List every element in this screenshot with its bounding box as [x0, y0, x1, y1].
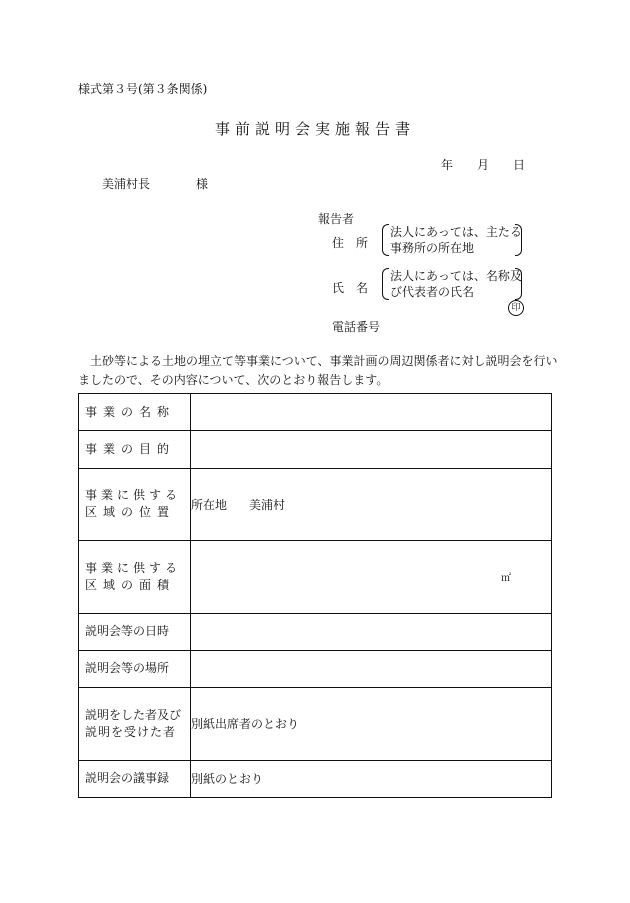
date-year-label: 年 — [441, 158, 454, 172]
row-label-minutes: 説明会の議事録 — [79, 760, 191, 797]
date-month-label: 月 — [477, 158, 490, 172]
address-note-line2: 事務所の所在地 — [390, 241, 475, 255]
location-prefix: 所在地 — [191, 497, 228, 512]
row-label-attendees: 説明をした者及び 説明を受けた者 — [79, 688, 191, 761]
row-value-attendees[interactable]: 別紙出席者のとおり — [191, 688, 552, 761]
address-note-line1: 法人にあっては、主たる — [390, 225, 522, 239]
row-label-meeting-datetime: 説明会等の日時 — [79, 613, 191, 650]
table-row — [79, 431, 552, 468]
table-row — [79, 688, 552, 761]
row-label-meeting-place: 説明会等の場所 — [79, 650, 191, 687]
row-label-project-purpose: 事業の目的 — [79, 431, 191, 468]
table-row — [79, 760, 552, 797]
row-value-area-location[interactable] — [191, 468, 552, 541]
table-row — [79, 650, 552, 687]
row-value-project-name[interactable] — [191, 394, 552, 431]
row-value-area-size[interactable] — [191, 541, 552, 614]
row-label-project-name: 事業の名称 — [79, 394, 191, 431]
row-value-minutes[interactable]: 別紙のとおり — [191, 760, 552, 797]
reporter-label: 報告者 — [318, 212, 355, 226]
phone-label: 電話番号 — [332, 320, 381, 334]
name-note — [382, 268, 522, 300]
table-row — [79, 541, 552, 614]
form-number: 様式第３号(第３条関係) — [78, 82, 208, 96]
report-table — [78, 393, 552, 798]
document-title: 事前説明会実施報告書 — [214, 120, 415, 138]
addressee: 美浦村長 — [102, 177, 151, 191]
row-label-area-location: 事業に供する 区域の位置 — [79, 468, 191, 541]
location-village: 美浦村 — [249, 497, 286, 512]
date-day-label: 日 — [513, 158, 526, 172]
name-note-line2: び代表者の氏名 — [390, 285, 475, 299]
intro-line1: 土砂等による土地の埋立て等事業について、事業計画の周辺関係者に対し説明会を行い — [90, 354, 558, 368]
name-label: 氏 名 — [332, 281, 369, 295]
address-label: 住 所 — [332, 236, 369, 250]
area-unit: ㎡ — [501, 573, 511, 585]
address-note — [382, 224, 522, 256]
intro-text — [78, 352, 558, 390]
table-row — [79, 468, 552, 541]
row-value-project-purpose[interactable] — [191, 431, 552, 468]
row-value-meeting-place[interactable] — [191, 650, 552, 687]
row-label-area-size: 事業に供する 区域の面積 — [79, 541, 191, 614]
table-row — [79, 613, 552, 650]
seal-mark: 印 — [508, 300, 524, 316]
row-value-meeting-datetime[interactable] — [191, 613, 552, 650]
table-row — [79, 394, 552, 431]
honorific: 様 — [196, 177, 209, 191]
intro-line2: ましたので、その内容について、次のとおり報告します。 — [78, 373, 389, 387]
name-note-line1: 法人にあっては、名称及 — [390, 269, 522, 283]
